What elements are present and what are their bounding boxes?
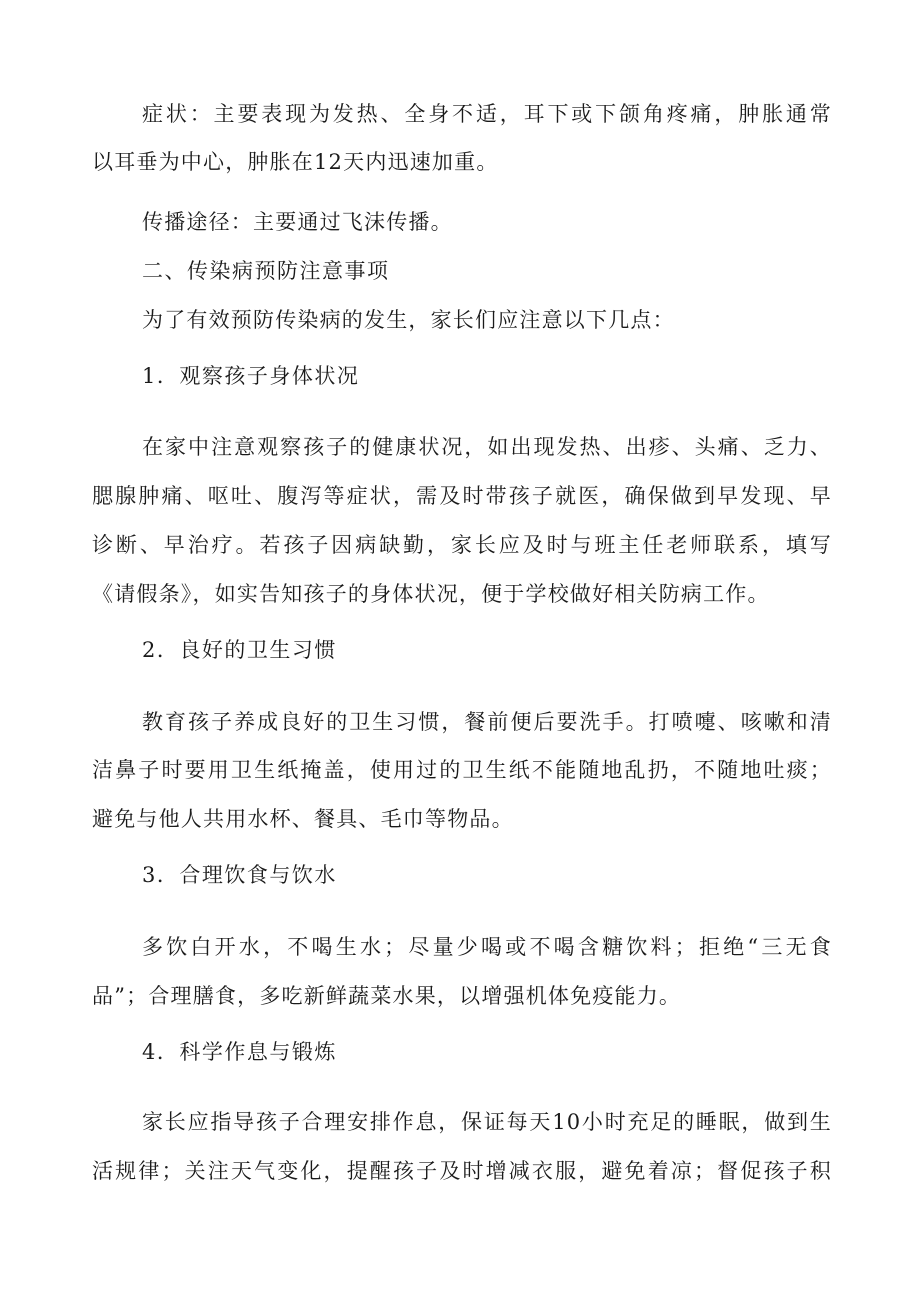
item-1-heading: 1．观察孩子身体状况 xyxy=(142,364,360,388)
item-2-body-line-2: 洁鼻子时要用卫生纸掩盖，使用过的卫生纸不能随地乱扔，不随地吐痰； xyxy=(92,758,832,782)
item-1-body-line-1: 在家中注意观察孩子的健康状况，如出现发热、出疹、头痛、乏力、 xyxy=(142,435,832,459)
item-1-body-line-3: 诊断、早治疗。若孩子因病缺勤，家长应及时与班主任老师联系，填写 xyxy=(92,533,832,557)
symptoms-line-1: 症状：主要表现为发热、全身不适，耳下或下颌角疼痛，肿胀通常 xyxy=(142,102,832,126)
intro-paragraph: 为了有效预防传染病的发生，家长们应注意以下几点： xyxy=(142,308,675,332)
item-3-body-line-1: 多饮白开水，不喝生水；尽量少喝或不喝含糖饮料；拒绝“三无食 xyxy=(142,935,832,959)
section-2-heading: 二、传染病预防注意事项 xyxy=(142,259,390,283)
item-4-body-line-1: 家长应指导孩子合理安排作息，保证每天10小时充足的睡眠，做到生 xyxy=(142,1110,832,1134)
item-3-heading: 3．合理饮食与饮水 xyxy=(142,863,337,887)
item-1-body-line-4: 《请假条》，如实告知孩子的身体状况，便于学校做好相关防病工作。 xyxy=(92,582,770,606)
transmission-line: 传播途径：主要通过飞沫传播。 xyxy=(142,210,453,234)
item-4-body-line-2: 活规律；关注天气变化，提醒孩子及时增减衣服，避免着凉；督促孩子积 xyxy=(92,1159,832,1183)
item-2-body-line-1: 教育孩子养成良好的卫生习惯，餐前便后要洗手。打喷嚏、咳嗽和清 xyxy=(142,710,832,734)
item-2-body-line-3: 避免与他人共用水杯、餐具、毛巾等物品。 xyxy=(92,807,514,831)
item-1-body-line-2: 腮腺肿痛、呕吐、腹泻等症状，需及时带孩子就医，确保做到早发现、早 xyxy=(92,484,832,508)
item-4-heading: 4．科学作息与锻炼 xyxy=(142,1040,337,1064)
item-2-heading: 2．良好的卫生习惯 xyxy=(142,638,337,662)
item-3-body-line-2: 品”；合理膳食，多吃新鲜蔬菜水果，以增强机体免疫能力。 xyxy=(92,984,682,1008)
symptoms-line-2: 以耳垂为中心，肿胀在12天内迅速加重。 xyxy=(92,150,499,174)
